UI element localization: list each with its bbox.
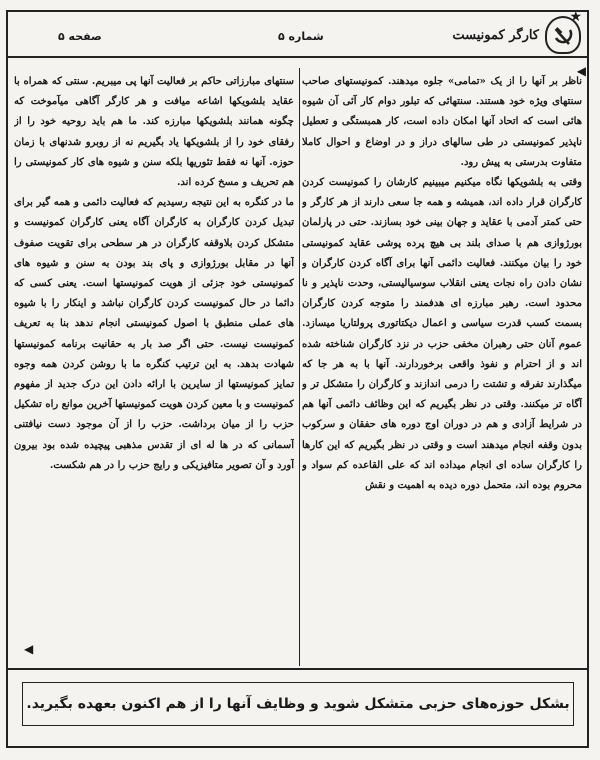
left-column — [14, 72, 294, 652]
issue-number: شماره ۵ — [278, 30, 324, 43]
publication-title: کارگر کمونیست — [452, 28, 539, 43]
star-icon: ★ — [569, 9, 582, 25]
paragraph: ناظر بر آنها را از یک «تمامی» جلوه میدهند. کمونیستهای صاحب سنتهای ویژه خود هستند. سنتهائی که تبلور دوام کار آئی آن شیوه هائی است که اتحاد آنها امکان داده است، کار همبستگی و تعطیل ناپذیر کمونیستی در طی سالهای دراز و در اوضاع و احوال کاملا متفاوت بدرستی به پیش رود. — [302, 76, 582, 168]
page-header — [8, 9, 587, 58]
page-number: صفحه ۵ — [58, 30, 102, 43]
column-divider — [299, 68, 300, 666]
paragraph: وقتی به بلشویکها نگاه میکنیم میبینیم کارشان را کمونیست کردن کارگران قرار داده اند، همیشه و همه جا سعی دارند از هر کارگر و حتی کمتر آدمی با عقاید و جهان بینی خود بسازند. حتی در پارلمان بورژوازی هم با صدای بلند بی هیچ پرده پوشی عقاید کمونیستی خود را بیان میکنند. فعالیت دائمی آنها برای آگاه کردن کارگران و نشان دادن راه نجات یعنی انقلاب سوسیالیستی، وحدت ناپذیر و نا محدود است. رهبر مبارزه ای هدفمند را متوجه کردن کارگران بسمت کسب قدرت سیاسی و اعمال دیکتاتوری پرولتاریا میسازد. عموم آنان حتی رهبران مخفی حزب در نزد کارگران شناخته شده اند و از احترام و نفوذ واقعی برخوردارند. آنها با به هر جا که میگذارند تفرقه و تشتت را درمی اندازند و کارگران را متشکل تر و آگاه تر میکنند. وقتی در نظر بگیریم که این وظائف دائمی آنها هم در شرایط آزادی و هم در دوران اوج دوره های حفقان و سرکوب بدون وقفه انجام میدهند است و وقتی در نظر بگیریم که این کارها را کارگران ساده ای انجام میداده اند که علی القاعده کم سواد و محروم بوده اند، متحمل دوره دیده به اهمیت و نقش — [302, 177, 582, 492]
hammer-sickle-icon — [551, 24, 577, 50]
right-column — [302, 72, 582, 652]
slogan-box — [22, 682, 574, 726]
paragraph: سنتهای مبارزاتی حاکم بر فعالیت آنها پی میبریم. سنتی که همراه با عقاید بلشویکها اشاعه میافت و هر کارگر آگاهی میآموخت که چگونه همانند بلشویکها مبارزه کند. ما هم باید روحیه خود را از رفقای خود را از بلشویکها یاد بگیریم نه از روبرو شدنهای با زمان حوزه. آنها نه فقط تئوریها بلکه سنن و شیوه های کار کمونیستی را هم تحریف و مسخ کرده اند. — [14, 76, 294, 189]
hammer-sickle-logo-icon — [545, 9, 582, 54]
footer-slogan: بشکل حوزه‌های حزبی متشکل شوید و وظایف آنها را از هم اکنون بعهده بگیرید. — [26, 696, 570, 712]
end-arrow-icon: ◀ — [24, 642, 34, 656]
paragraph: ما در کنگره به این نتیجه رسیدیم که فعالیت دائمی و همه گیر برای تبدیل کردن کارگران به کارگران آگاه یعنی کارگران کمونیست و متشکل کردن بلاوقفه کارگران در هر سطحی برای تقویت صفوف آنها در مقابل بورژوازی و پای بند بودن به سنن و شیوه های کمونیستی خود جزئی از هویت کمونیستها است. یعنی کسی که دائما در حال کمونیست کردن کارگران نباشد و اینکار را با شیوه های عملی منطبق با اصول کمونیستی انجام ندهد بنا به تعریف کمونیست نیست. حتی اگر صد بار به حقانیت برنامه کمونیستها شهادت بدهد. به این ترتیب کنگره ما با روشن کردن همه وجوه تمایز کمونیستها از سایرین با ارائه دادن این درک جدید از مفهوم کمونیست و با معین کردن هویت کمونیستها آخرین موانع راه تشکیل حزب را از میان برداشت. حزب را از آن موجود دست نیافتنی آسمانی که در ها له ای از تقدس مذهبی پیچیده شده بود بیرون آورد و آن تصویر متافیزیکی و رایج حزب را در هم شکست. — [14, 197, 294, 471]
footer-divider — [8, 668, 587, 670]
continuation-arrow-icon: ◀ — [576, 64, 586, 78]
